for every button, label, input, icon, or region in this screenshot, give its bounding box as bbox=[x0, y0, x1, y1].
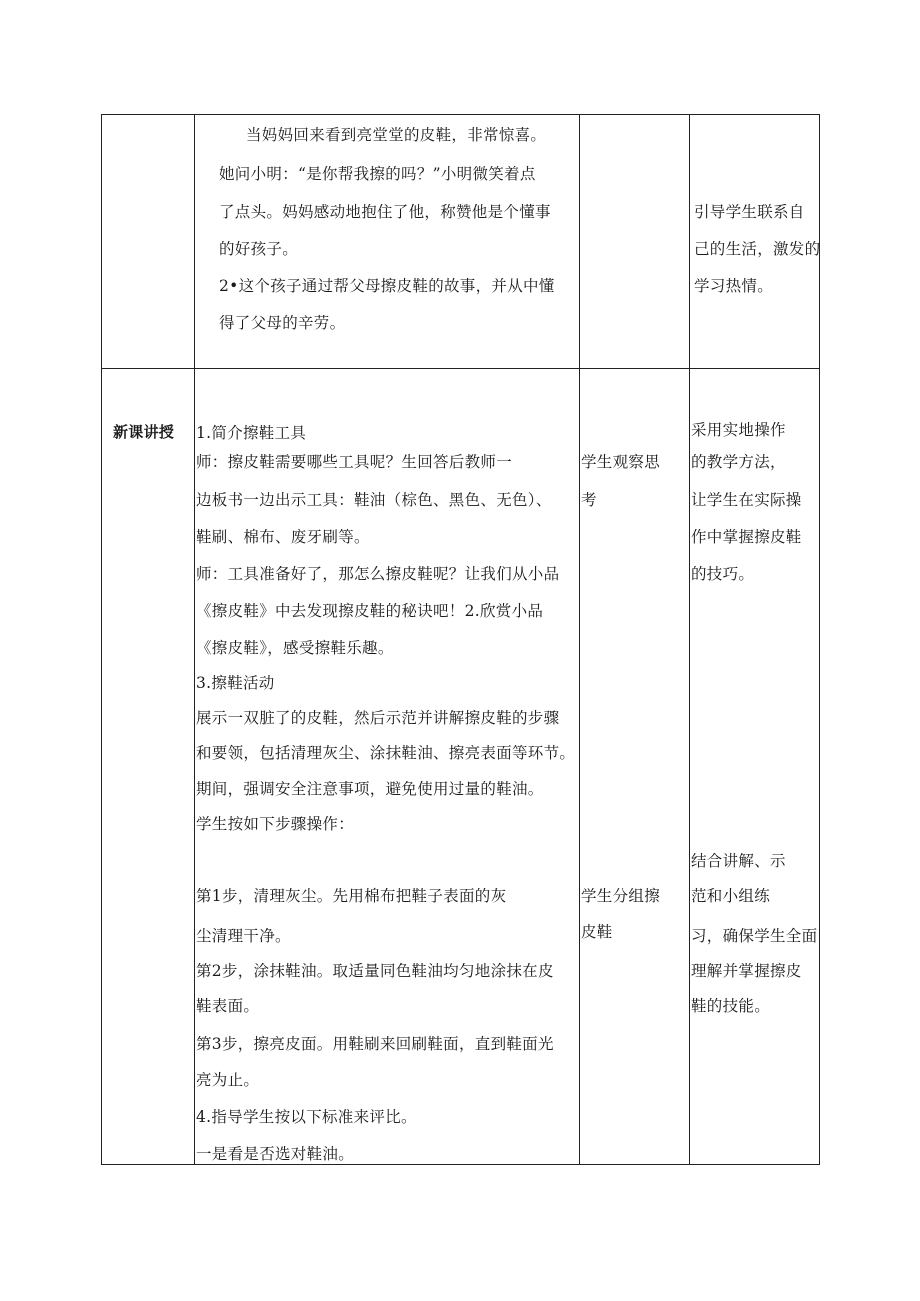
content-line: 第2步，涂抹鞋油。取适量同色鞋油均匀地涂抹在皮 bbox=[196, 962, 554, 980]
table-right-border bbox=[819, 114, 820, 1165]
content-line: 当妈妈回来看到亮堂堂的皮鞋，非常惊喜。 bbox=[246, 126, 547, 144]
content-line: 第3步，擦亮皮面。用鞋刷来回刷鞋面，直到鞋面光 bbox=[196, 1035, 554, 1053]
column-divider-3 bbox=[689, 114, 690, 1165]
intent-line: 范和小组练 bbox=[691, 887, 771, 905]
section-label: 新课讲授 bbox=[113, 423, 175, 441]
content-line: 第1步，清理灰尘。先用棉布把鞋子表面的灰 bbox=[196, 887, 507, 905]
intent-line: 学习热情。 bbox=[694, 277, 774, 295]
table-top-border bbox=[101, 114, 820, 115]
content-line: 她问小明：“是你帮我擦的吗？”小明微笑着点 bbox=[219, 165, 536, 183]
intent-line: 引导学生联系自 bbox=[694, 203, 805, 221]
content-line: 《擦皮鞋》，感受擦鞋乐趣。 bbox=[196, 639, 394, 657]
content-line: 3.擦鞋活动 bbox=[196, 674, 275, 692]
intent-line: 的教学方法， bbox=[691, 453, 786, 471]
content-line: 鞋刷、棉布、废牙刷等。 bbox=[196, 528, 370, 546]
intent-line: 作中掌握擦皮鞋 bbox=[691, 528, 802, 546]
student-activity-line: 考 bbox=[581, 491, 597, 509]
student-activity-line: 学生观察思 bbox=[581, 453, 661, 471]
intent-line: 让学生在实际操 bbox=[691, 491, 802, 509]
intent-line: 鞋的技能。 bbox=[691, 997, 771, 1015]
content-line: 了点头。妈妈感动地抱住了他，称赞他是个懂事 bbox=[219, 203, 551, 221]
content-line: 4.指导学生按以下标准来评比。 bbox=[196, 1108, 417, 1126]
content-line: 的好孩子。 bbox=[219, 240, 299, 258]
content-line: 学生按如下步骤操作： bbox=[196, 815, 355, 833]
content-line: 得了父母的辛劳。 bbox=[219, 314, 346, 332]
content-line: 师：擦皮鞋需要哪些工具呢？生回答后教师一 bbox=[196, 453, 513, 471]
student-activity-line: 学生分组擦 bbox=[581, 887, 661, 905]
intent-line: 的技巧。 bbox=[691, 565, 755, 583]
table-left-border bbox=[101, 114, 102, 1165]
table-bottom-border bbox=[101, 1164, 820, 1165]
content-line: 一是看是否选对鞋油。 bbox=[196, 1145, 355, 1163]
row-divider bbox=[101, 368, 820, 369]
content-line: 尘清理干净。 bbox=[196, 927, 291, 945]
column-divider-2 bbox=[579, 114, 580, 1165]
intent-line: 采用实地操作 bbox=[691, 421, 786, 439]
content-line: 展示一双脏了的皮鞋，然后示范并讲解擦皮鞋的步骤 bbox=[196, 709, 560, 727]
content-line: 和要领，包括清理灰尘、涂抹鞋油、擦亮表面等环节。 bbox=[196, 744, 576, 762]
student-activity-line: 皮鞋 bbox=[581, 923, 613, 941]
content-line: 边板书一边出示工具：鞋油（棕色、黑色、无色）、 bbox=[196, 491, 552, 509]
intent-line: 结合讲解、示 bbox=[691, 852, 786, 870]
column-divider-1 bbox=[194, 114, 195, 1165]
content-line: 《擦皮鞋》中去发现擦皮鞋的秘诀吧！2.欣赏小品 bbox=[196, 602, 544, 620]
content-line: 1.简介擦鞋工具 bbox=[196, 424, 307, 442]
intent-line: 己的生活，激发的 bbox=[694, 240, 821, 258]
content-line: 亮为止。 bbox=[196, 1071, 260, 1089]
content-line: 师：工具准备好了，那怎么擦皮鞋呢？让我们从小品 bbox=[196, 565, 560, 583]
content-line: 鞋表面。 bbox=[196, 997, 260, 1015]
content-line: 期间，强调安全注意事项，避免使用过量的鞋油。 bbox=[196, 780, 544, 798]
content-line: 2•这个孩子通过帮父母擦皮鞋的故事，并从中懂 bbox=[219, 277, 555, 295]
intent-line: 习，确保学生全面 bbox=[691, 927, 818, 945]
intent-line: 理解并掌握擦皮 bbox=[691, 962, 802, 980]
